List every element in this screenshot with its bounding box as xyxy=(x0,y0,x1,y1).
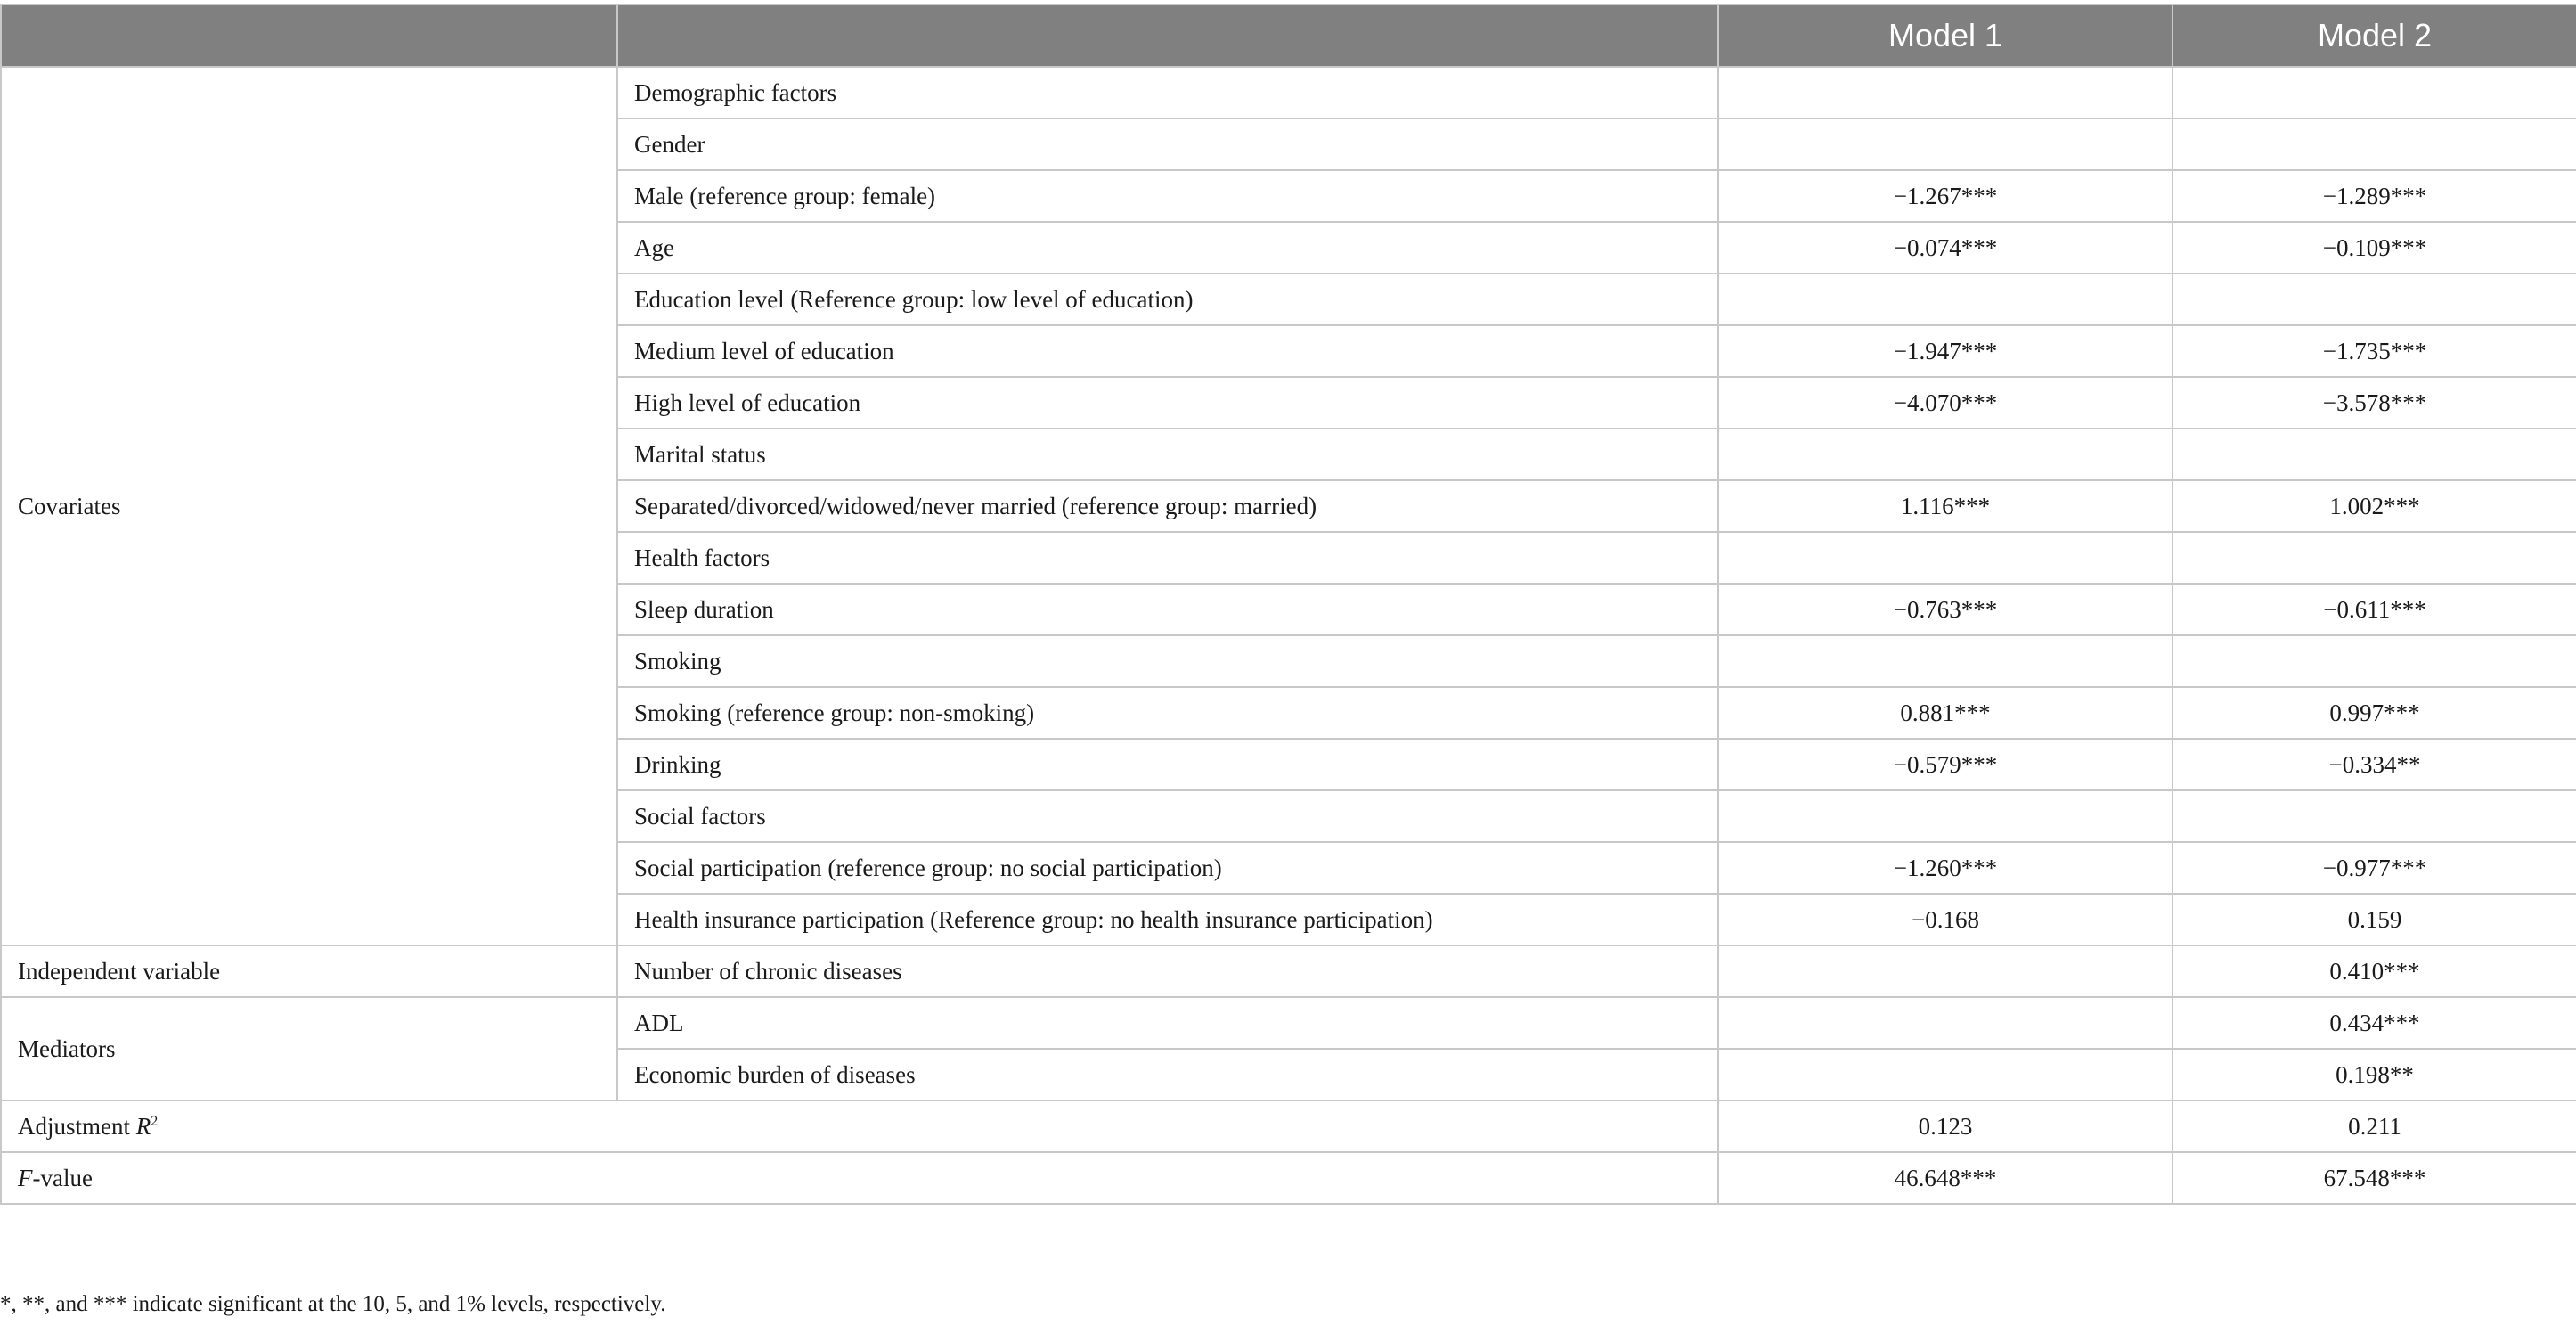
table-footnote: *, **, and *** indicate significant at the 10, 5, and 1% levels, respectively. xyxy=(0,1292,666,1316)
f-value-text: -value xyxy=(32,1164,93,1191)
mediators-group-label: Mediators xyxy=(1,997,617,1100)
row-label: Demographic factors xyxy=(617,67,1718,119)
model2-value: 0.159 xyxy=(2172,894,2576,945)
model1-value: −0.168 xyxy=(1718,894,2172,945)
row-label: Economic burden of diseases xyxy=(617,1049,1718,1100)
row-label: High level of education xyxy=(617,377,1718,429)
model1-value: −4.070*** xyxy=(1718,377,2172,429)
table-row xyxy=(1,945,2576,997)
model1-value: −0.579*** xyxy=(1718,739,2172,790)
model1-value xyxy=(1718,945,2172,997)
model2-value xyxy=(2172,790,2576,842)
model1-value xyxy=(1718,1049,2172,1100)
model1-value: −1.267*** xyxy=(1718,170,2172,222)
model1-value xyxy=(1718,997,2172,1049)
model2-value xyxy=(2172,532,2576,584)
model2-value xyxy=(2172,67,2576,119)
model2-value: −0.334** xyxy=(2172,739,2576,790)
model1-value: −1.947*** xyxy=(1718,325,2172,377)
row-label: Health insurance participation (Reference group: no health insurance participation) xyxy=(617,894,1718,945)
model2-value: −0.109*** xyxy=(2172,222,2576,274)
regression-table xyxy=(0,4,2576,1205)
model2-value: 0.997*** xyxy=(2172,687,2576,739)
model1-value: −0.763*** xyxy=(1718,584,2172,635)
model1-value: 0.881*** xyxy=(1718,687,2172,739)
model1-value xyxy=(1718,790,2172,842)
row-label: Smoking (reference group: non-smoking) xyxy=(617,687,1718,739)
table-row xyxy=(1,1100,2576,1152)
row-label: Social participation (reference group: no social participation) xyxy=(617,842,1718,894)
model1-value: 46.648*** xyxy=(1718,1152,2172,1204)
regression-table-container xyxy=(0,4,2576,1205)
adjustment-r-symbol: R xyxy=(135,1112,151,1140)
model1-value: −0.074*** xyxy=(1718,222,2172,274)
adjustment-text: Adjustment xyxy=(18,1112,136,1140)
model1-value xyxy=(1718,67,2172,119)
row-label: Male (reference group: female) xyxy=(617,170,1718,222)
row-label: Smoking xyxy=(617,635,1718,687)
row-label: Education level (Reference group: low level of education) xyxy=(617,274,1718,325)
header-blank-1 xyxy=(1,4,617,67)
model1-value xyxy=(1718,429,2172,480)
table-row xyxy=(1,67,2576,119)
model2-value: 1.002*** xyxy=(2172,480,2576,532)
model2-value: −3.578*** xyxy=(2172,377,2576,429)
model1-value xyxy=(1718,635,2172,687)
row-label: Health factors xyxy=(617,532,1718,584)
row-label: Sleep duration xyxy=(617,584,1718,635)
row-label: Separated/divorced/widowed/never married (reference group: married) xyxy=(617,480,1718,532)
model2-value: 0.198** xyxy=(2172,1049,2576,1100)
table-row xyxy=(1,997,2576,1049)
header-model-2: Model 2 xyxy=(2172,4,2576,67)
row-label: ADL xyxy=(617,997,1718,1049)
model1-value: 1.116*** xyxy=(1718,480,2172,532)
adjustment-r2-label xyxy=(1,1100,1718,1152)
header-blank-2 xyxy=(617,4,1718,67)
model2-value: 0.434*** xyxy=(2172,997,2576,1049)
model1-value xyxy=(1718,119,2172,170)
table-header-row xyxy=(1,4,2576,67)
table-row xyxy=(1,1152,2576,1204)
model1-value xyxy=(1718,532,2172,584)
row-label: Number of chronic diseases xyxy=(617,945,1718,997)
model2-value xyxy=(2172,274,2576,325)
row-label: Social factors xyxy=(617,790,1718,842)
model2-value: −0.611*** xyxy=(2172,584,2576,635)
model2-value: 0.410*** xyxy=(2172,945,2576,997)
independent-group-label: Independent variable xyxy=(1,945,617,997)
model2-value xyxy=(2172,635,2576,687)
model2-value xyxy=(2172,119,2576,170)
model2-value xyxy=(2172,429,2576,480)
model2-value: 67.548*** xyxy=(2172,1152,2576,1204)
row-label: Gender xyxy=(617,119,1718,170)
f-value-label xyxy=(1,1152,1718,1204)
model1-value xyxy=(1718,274,2172,325)
row-label: Age xyxy=(617,222,1718,274)
row-label: Drinking xyxy=(617,739,1718,790)
header-model-1: Model 1 xyxy=(1718,4,2172,67)
row-label: Marital status xyxy=(617,429,1718,480)
table-body xyxy=(1,67,2576,1204)
row-label: Medium level of education xyxy=(617,325,1718,377)
model2-value: −0.977*** xyxy=(2172,842,2576,894)
model2-value: 0.211 xyxy=(2172,1100,2576,1152)
f-symbol: F xyxy=(18,1164,33,1191)
model1-value: −1.260*** xyxy=(1718,842,2172,894)
model2-value: −1.735*** xyxy=(2172,325,2576,377)
model1-value: 0.123 xyxy=(1718,1100,2172,1152)
model2-value: −1.289*** xyxy=(2172,170,2576,222)
covariates-group-label: Covariates xyxy=(1,67,617,945)
adjustment-superscript: 2 xyxy=(151,1113,159,1129)
